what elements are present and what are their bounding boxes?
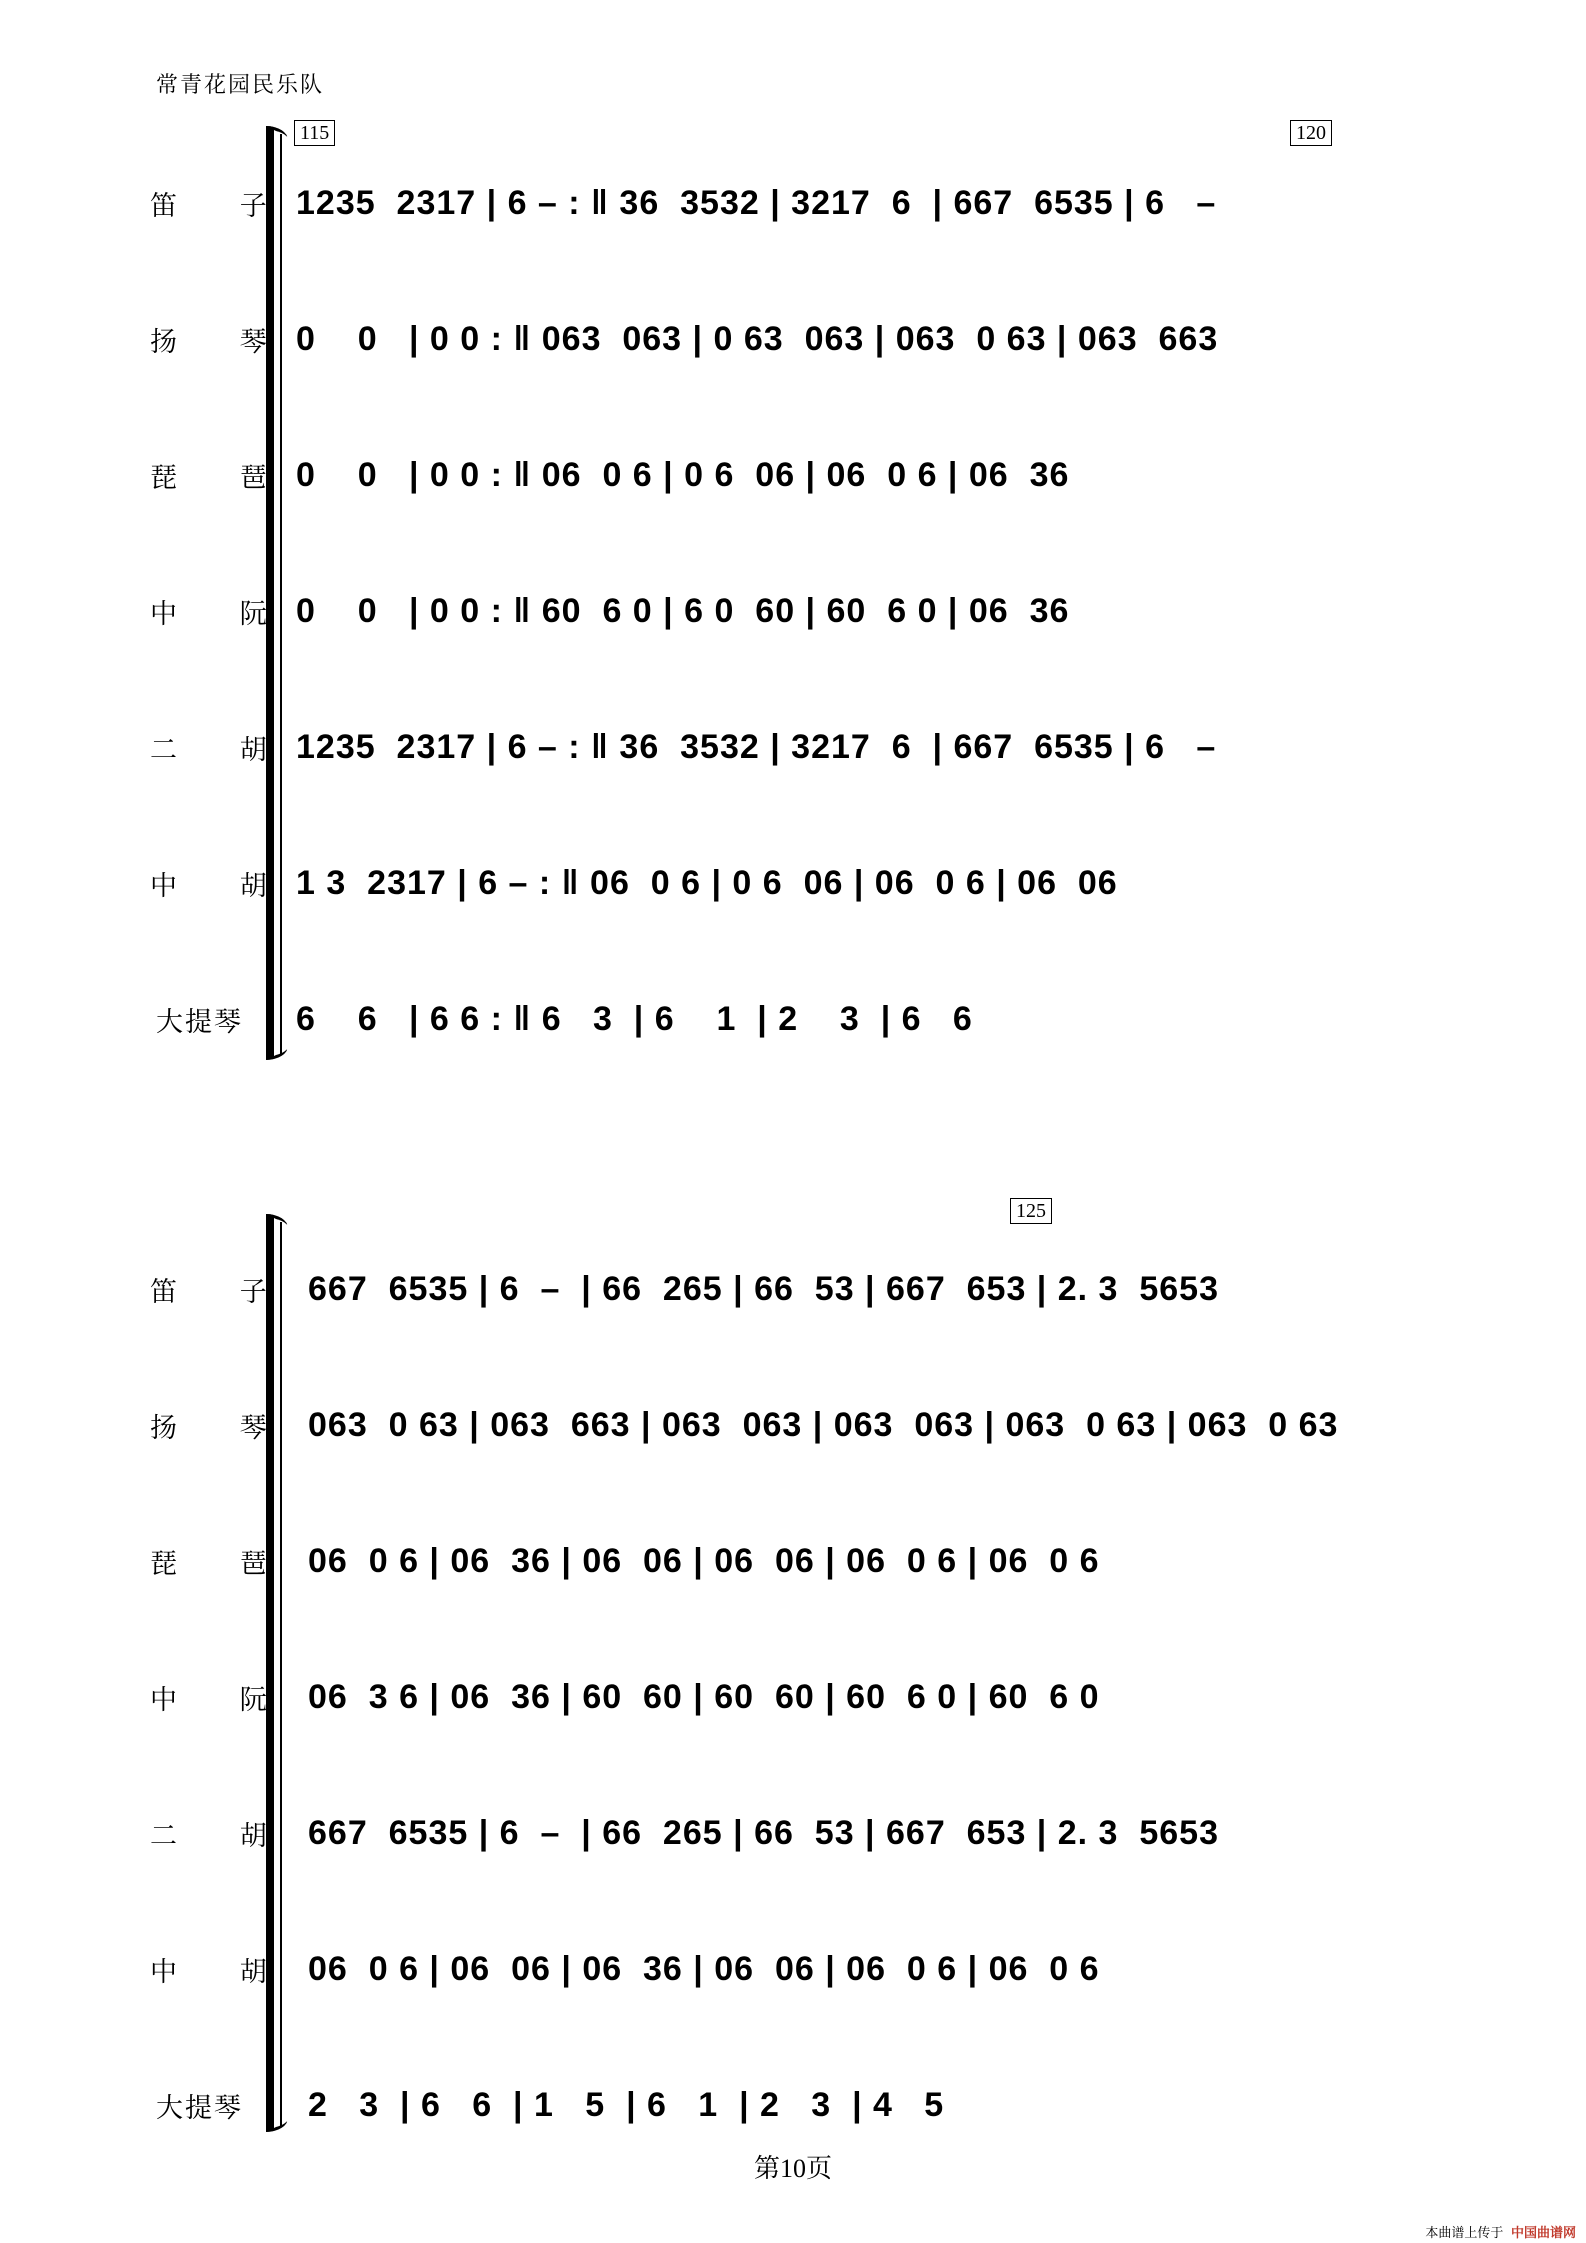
instrument-name: 笛 子 (150, 1277, 295, 1307)
notation-line: 667 6535 | 6 – | 66 265 | 66 53 | 667 653 | 2. 3 5653 (308, 1270, 1219, 1308)
instrument-name: 二 胡 (150, 735, 295, 765)
instrument-row (0, 412, 1586, 548)
uploader-label: 本曲谱上传于 (1425, 2225, 1504, 2240)
instrument-row (0, 548, 1586, 684)
instrument-name: 中 胡 (150, 1957, 295, 1987)
measure-number: 125 (1010, 1198, 1052, 1224)
instrument-row (0, 1634, 1586, 1770)
instrument-row (0, 140, 1586, 276)
notation-line: 1 3 2317 | 6 – : ‖ 06 0 6 | 0 6 06 | 06 0 6 | 06 06 (296, 864, 1118, 902)
instrument-row (0, 1770, 1586, 1906)
ensemble-title: 常青花园民乐队 (156, 72, 325, 97)
notation-line: 06 0 6 | 06 36 | 06 06 | 06 06 | 06 0 6 | 06 0 6 (308, 1542, 1100, 1580)
notation-line: 1235 2317 | 6 – : ‖ 36 3532 | 3217 6 | 667 6535 | 6 – (296, 728, 1217, 766)
notation-line: 06 0 6 | 06 06 | 06 36 | 06 06 | 06 0 6 | 06 0 6 (308, 1950, 1100, 1988)
instrument-name: 扬 琴 (150, 327, 295, 357)
instrument-name: 大提琴 (156, 1007, 243, 1037)
instrument-name: 扬 琴 (150, 1413, 295, 1443)
instrument-name: 琵 琶 (150, 1549, 295, 1579)
instrument-name: 笛 子 (150, 191, 295, 221)
instrument-row (0, 820, 1586, 956)
instrument-name: 二 胡 (150, 1821, 295, 1851)
notation-line: 2 3 | 6 6 | 1 5 | 6 1 | 2 3 | 4 5 (308, 2086, 945, 2124)
instrument-row (0, 684, 1586, 820)
instrument-name: 中 胡 (150, 871, 295, 901)
notation-line: 667 6535 | 6 – | 66 265 | 66 53 | 667 653 | 2. 3 5653 (308, 1814, 1219, 1852)
instrument-row (0, 1906, 1586, 2042)
notation-line: 06 3 6 | 06 36 | 60 60 | 60 60 | 60 6 0 | 60 6 0 (308, 1678, 1100, 1716)
instrument-name: 中 阮 (150, 1685, 295, 1715)
instrument-row (0, 1498, 1586, 1634)
instrument-row (0, 1362, 1586, 1498)
measure-number: 120 (1290, 120, 1332, 146)
page-number: 第10页 (753, 2154, 832, 2183)
brace-top-cap (266, 126, 288, 140)
instrument-row (0, 1226, 1586, 1362)
instrument-name: 大提琴 (156, 2093, 243, 2123)
instrument-row (0, 276, 1586, 412)
notation-line: 063 0 63 | 063 663 | 063 063 | 063 063 | 063 0 63 | 063 0 63 (308, 1406, 1339, 1444)
measure-number: 115 (294, 120, 335, 146)
notation-line: 1235 2317 | 6 – : ‖ 36 3532 | 3217 6 | 667 6535 | 6 – (296, 184, 1217, 222)
notation-line: 0 0 | 0 0 : ‖ 063 063 | 0 63 063 | 063 0 63 | 063 663 (296, 320, 1219, 358)
instrument-row (0, 956, 1586, 1092)
site-brand: 中国曲谱网 (1510, 2225, 1576, 2240)
notation-line: 0 0 | 0 0 : ‖ 06 0 6 | 0 6 06 | 06 0 6 | 06 36 (296, 456, 1070, 494)
uploader-note (1425, 2222, 1576, 2241)
instrument-name: 中 阮 (150, 599, 295, 629)
notation-line: 6 6 | 6 6 : ‖ 6 3 | 6 1 | 2 3 | 6 6 (296, 1000, 973, 1038)
notation-line: 0 0 | 0 0 : ‖ 60 6 0 | 6 0 60 | 60 6 0 | 06 36 (296, 592, 1070, 630)
instrument-name: 琵 琶 (150, 463, 295, 493)
